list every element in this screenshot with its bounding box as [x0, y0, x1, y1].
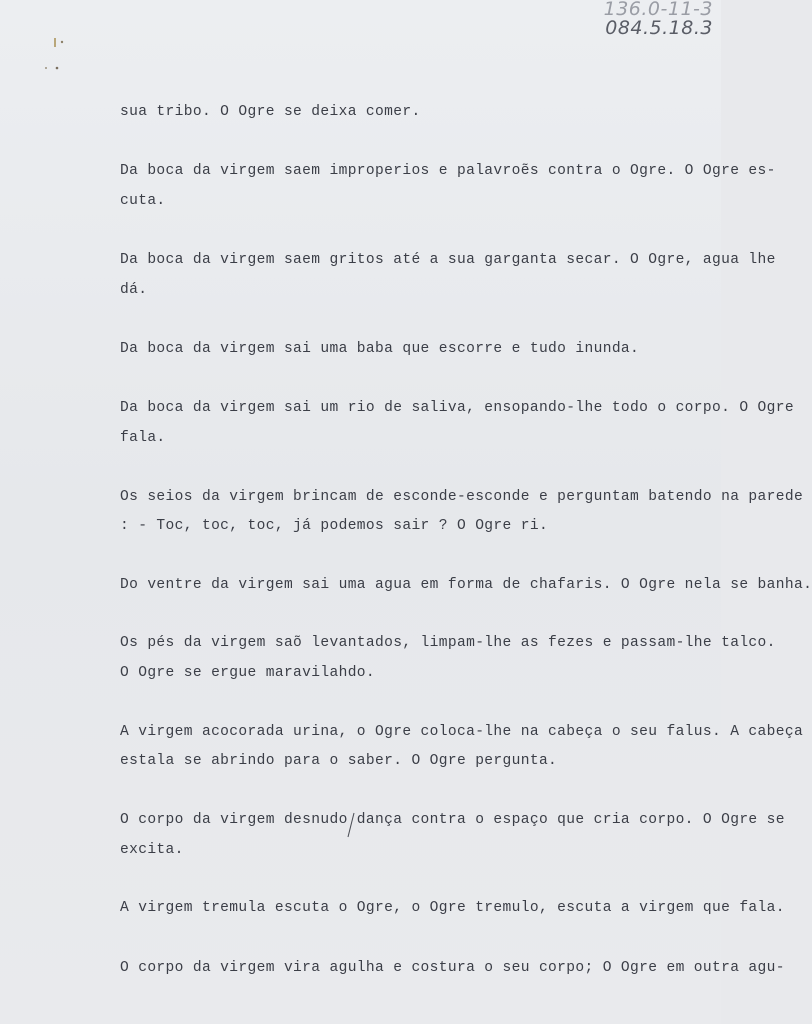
text-line: Da boca da virgem sai um rio de saliva, ensopando-lhe todo o corpo. O Ogre [120, 400, 794, 416]
text-line: fala. [120, 430, 166, 446]
text-line: estala se abrindo para o saber. O Ogre pergunta. [120, 753, 558, 769]
text-line: O corpo da virgem vira agulha e costura o seu corpo; O Ogre em outra agu- [120, 960, 785, 976]
text-line: Os seios da virgem brincam de esconde-esconde e perguntam batendo na parede [120, 489, 804, 505]
paper-specks [40, 30, 80, 75]
text-line: Da boca da virgem sai uma baba que escorre e tudo inunda. [120, 341, 640, 357]
text-line: Os pés da virgem saõ levantados, limpam-lhe as fezes e passam-lhe talco. [120, 635, 776, 651]
text-line: : - Toc, toc, toc, já podemos sair ? O Ogre ri. [120, 518, 549, 534]
pen-slash-mark [346, 812, 356, 838]
archive-reference [604, 0, 713, 38]
text-line: cuta. [120, 193, 166, 209]
text-line: excita. [120, 842, 184, 858]
text-line: O Ogre se ergue maravilahdo. [120, 665, 376, 681]
archive-code-current: 084.5.18.3 [605, 17, 713, 39]
archive-code-old: 136.0-11-3 [603, 0, 713, 20]
text-line: A virgem tremula escuta o Ogre, o Ogre tremulo, escuta a virgem que fala. [120, 900, 785, 916]
text-line: A virgem acocorada urina, o Ogre coloca-lhe na cabeça o seu falus. A cabeça [120, 724, 804, 740]
text-line: sua tribo. O Ogre se deixa comer. [120, 104, 421, 120]
text-line: O corpo da virgem desnudo dança contra o espaço que cria corpo. O Ogre se [120, 812, 785, 828]
text-line: Da boca da virgem saem improperios e palavroẽs contra o Ogre. O Ogre es- [120, 163, 776, 179]
text-line: Do ventre da virgem sai uma agua em forma de chafaris. O Ogre nela se banha. [120, 577, 812, 593]
text-line: Da boca da virgem saem gritos até a sua garganta secar. O Ogre, agua lhe [120, 252, 776, 268]
text-line: dá. [120, 282, 148, 298]
